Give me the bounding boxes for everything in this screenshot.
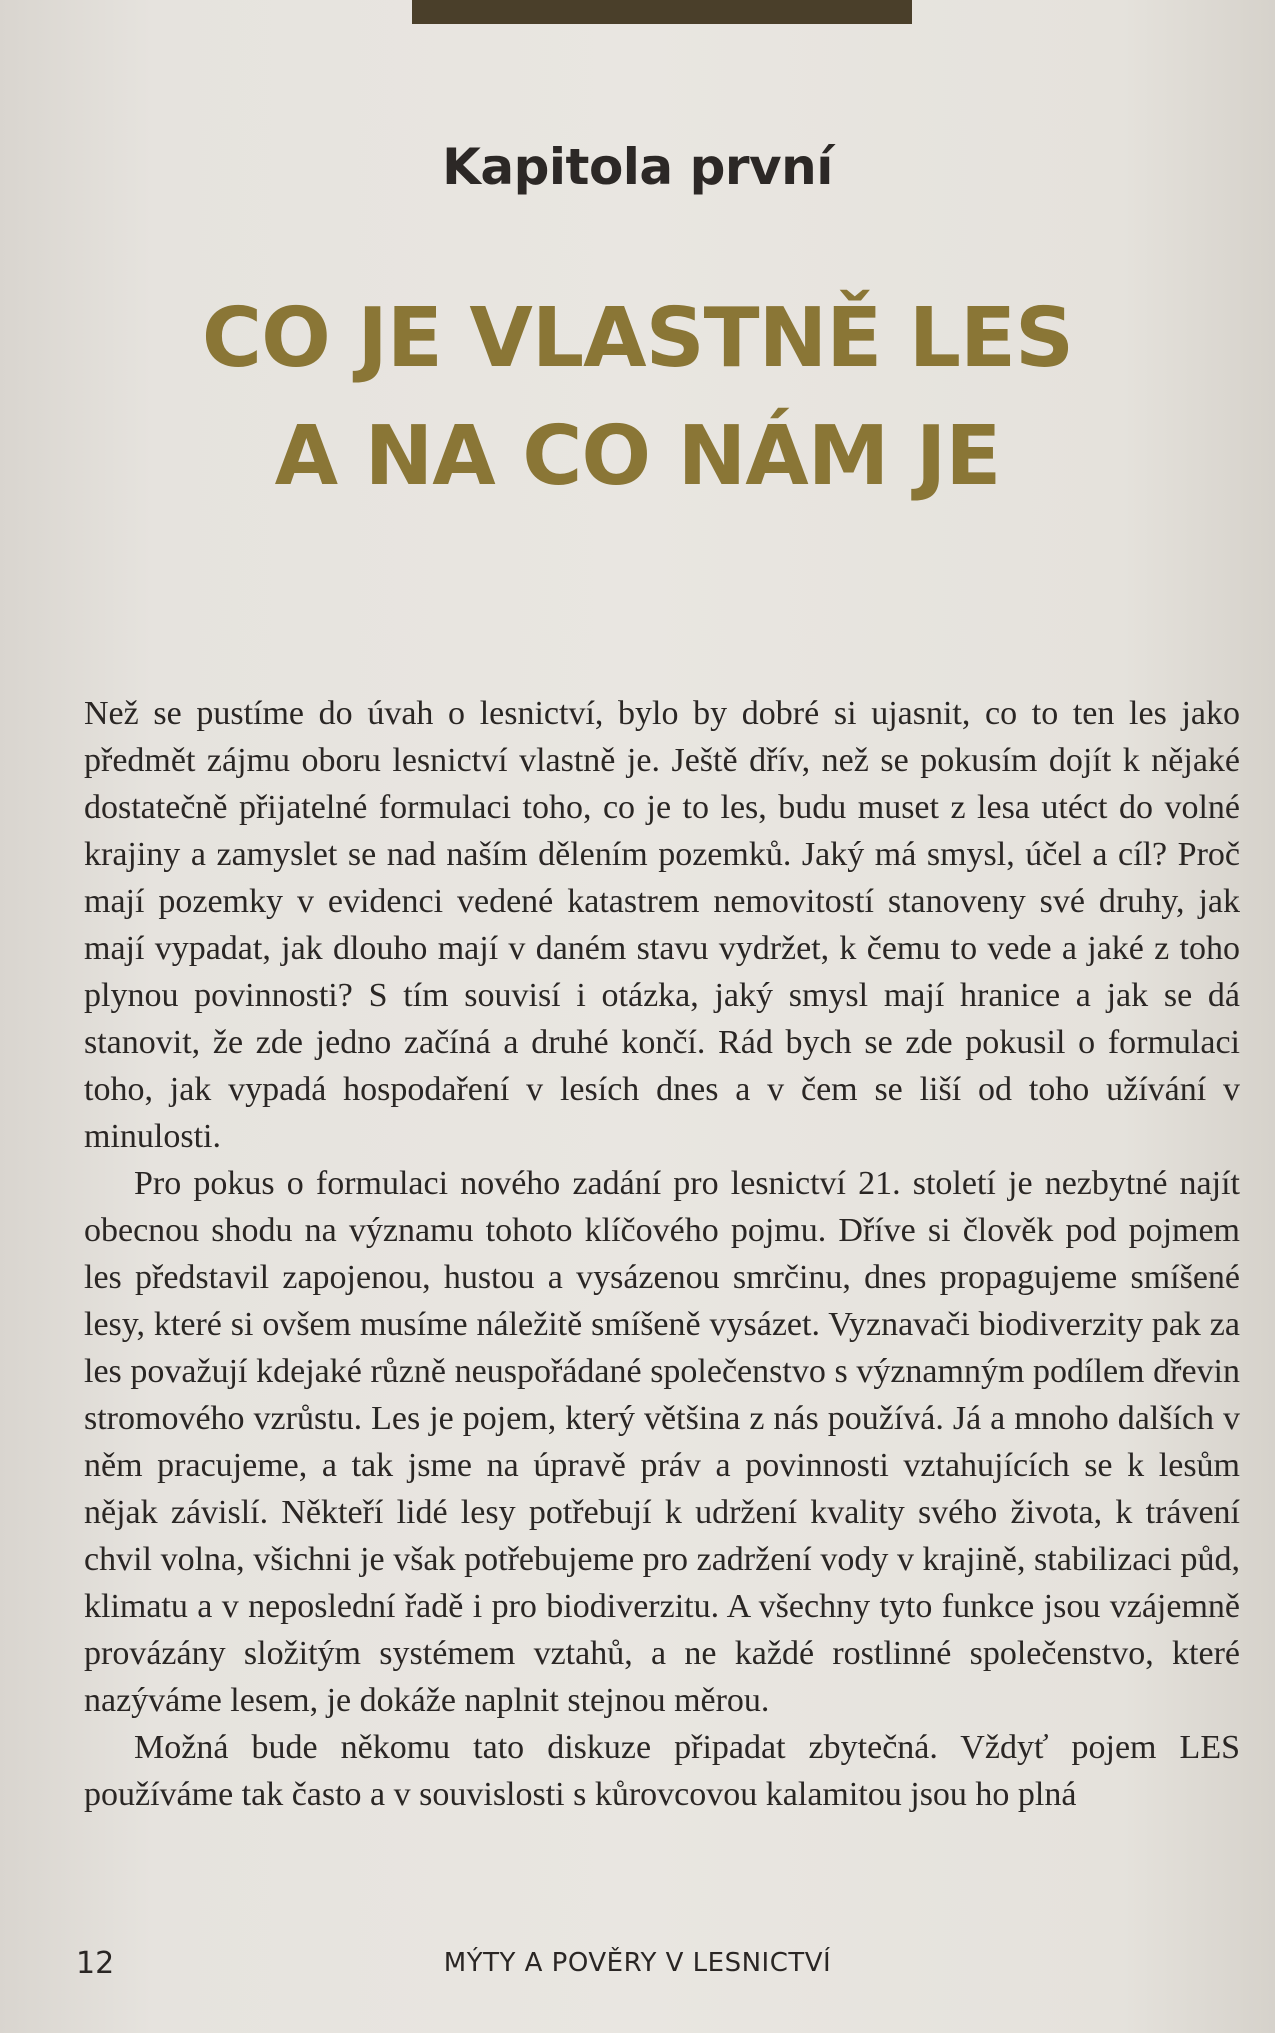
decorative-top-bar [412,0,912,24]
chapter-title-line-1: CO JE VLASTNĚ LES [201,291,1074,386]
paragraph-1: Než se pustíme do úvah o lesnictví, bylo by dobré si ujasnit, co to ten les jako předmět zájmu oboru lesnictví vlastně je. Ještě dřív, než se pokusím dojít k nějaké dostatečně přijatelné formulaci toho, co je to les, budu muset z lesa utéct do volné krajiny a zamyslet se nad naším dělením pozemků. Jaký má smysl, účel a cíl? Proč mají pozemky v evidenci vedené katastrem nemovitostí stanoveny své druhy, jak mají vypadat, jak dlouho mají v daném stavu vydržet, k čemu to vede a jaké z toho plynou povinnosti? S tím souvisí i otázka, jaký smysl mají hranice a jak se dá stanovit, že zde jedno začíná a druhé končí. Rád bych se zde pokusil o formulaci toho, jak vypadá hospodaření v lesích dnes a v čem se liší od toho užívání v minulosti. [84,695,1240,1155]
page-number: 12 [76,1946,115,1981]
chapter-label: Kapitola první [442,138,833,196]
page-footer [0,1946,1275,1986]
running-title: MÝTY A POVĚRY V LESNICTVÍ [443,1948,832,1978]
paragraph-2: Pro pokus o formulaci nového zadání pro lesnictví 21. století je nezbytné najít obecnou shodu na významu tohoto klíčového pojmu. Dříve si člověk pod pojmem les představil zapojenou, hustou a vysázenou smrčinu, dnes propagujeme smíšené lesy, které si ovšem musíme náležitě smíšeně vysázet. Vyznavači biodiverzity pak za les považují kdejaké různě neuspořádané společenstvo s významným podílem dřevin stromového vzrůstu. Les je pojem, který většina z nás používá. Já a mnoho dalších v něm pracujeme, a tak jsme na úpravě práv a povinnosti vztahujících se k lesům nějak závislí. Někteří lidé lesy potřebují k udržení kvality svého života, k trávení chvil volna, všichni je však potřebujeme pro zadržení vody v krajině, stabilizaci půd, klimatu a v neposlední řadě i pro biodiverzitu. A všechny tyto funkce jsou vzájemně provázány složitým systémem vztahů, a ne každé rostlinné společenstvo, které nazýváme lesem, je dokáže naplnit stejnou měrou. [84,1165,1240,1719]
paragraph-3: Možná bude někomu tato diskuze připadat zbytečná. Vždyť pojem LES používáme tak často a v souvislosti s kůrovcovou kalamitou jsou ho plná [84,1729,1240,1813]
chapter-title-line-2: A NA CO NÁM JE [274,409,1001,504]
body-text [84,690,1240,1818]
chapter-title [0,280,1275,516]
